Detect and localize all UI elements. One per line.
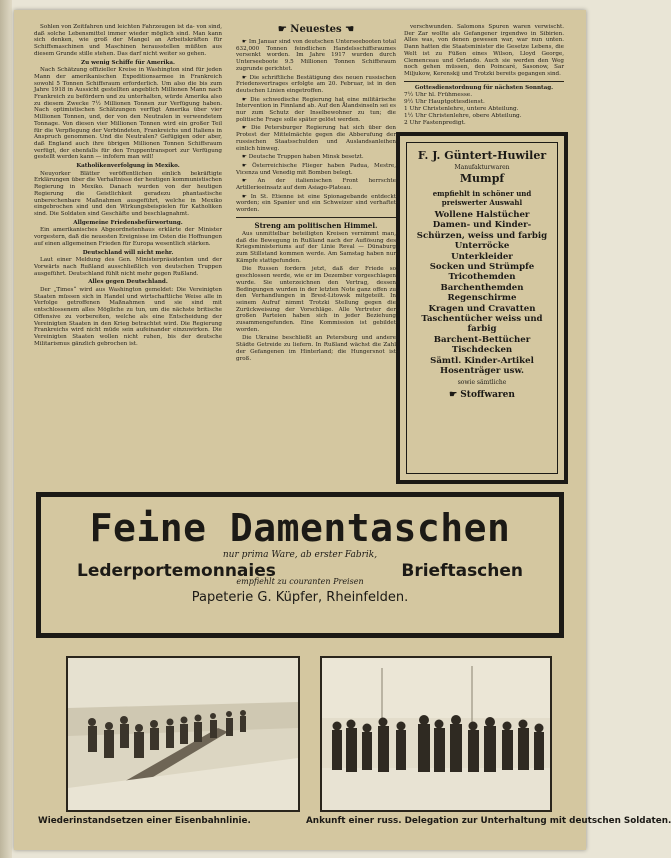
section-heading: Katholikenverfolgung in Mexiko. — [76, 163, 180, 170]
news-item: ☛ Die schwedische Regierung hat eine militärische Intervention in Finnland ab. Auf den Ålandsinseln sei es nur zum Schutz der Inselbewohner zu tun; die politische Frage solle später gelöst werden. — [236, 96, 396, 123]
left-column — [34, 24, 222, 482]
banner-title: Feine Damentaschen — [89, 506, 511, 550]
news-list — [236, 39, 396, 214]
pointing-hand-icon: ☛ — [242, 74, 250, 81]
schedule-item: 1½ Uhr Christenlehre, obere Abteilung. — [404, 113, 522, 120]
damentaschen-advertisement — [36, 492, 564, 638]
photo-caption-right: Ankunft einer russ. Delegation zur Unterhaltung mit deutschen Soldaten. — [306, 816, 671, 826]
pointing-hand-icon: ☛ — [242, 178, 258, 185]
schedule-list — [404, 92, 564, 127]
section-body — [34, 227, 222, 247]
ad-item: Damen- und Kinder- — [432, 220, 532, 231]
ad-item: Wollene Halstücher — [434, 210, 530, 220]
pointing-hand-icon: ☛ — [242, 125, 252, 132]
pointing-hand-icon: ☛ — [449, 389, 458, 400]
paragraph: Die Russen fordern jetzt, daß der Friede so geschlossen werde, wie er im Dezember vorgeschlagen wurde. Sie unterzeichnen den Vertrag, dessen Bedingungen wurden in der letzten Note ganz offen zu den Verhandlungen in Brest-Litowsk mitgeteilt. In seinem Aufruf nimmt Trotzki Stellung gegen die Zurückweisung der Vorschläge. Alle Vertreter der großen Parteien haben sich in jeder Beziehung zusammengefunden. Eine Kommission ist gebildet worden. — [236, 266, 396, 333]
ad-item: Schürzen, weiss und farbig — [416, 230, 548, 241]
ad-town: Mumpf — [459, 172, 505, 185]
paragraph: Die Ukraine beschließt an Petersburg und andere Städte Getreide zu liefern. In Rußland wächst die Zahl der Gefangenen im Hinterland; die Hungersnot ist groß. — [236, 335, 396, 362]
neuestes-title: Neuestes — [290, 24, 342, 35]
divider — [236, 217, 396, 218]
ad-stoffwaren — [407, 390, 557, 400]
ad-preface-line: preiswerter Auswahl — [441, 198, 523, 207]
left-top-text — [34, 24, 222, 58]
paragraph: Nach Schätzung offizieller Kreise in Washington sind für jeden Mann der amerikanischen Expeditionsarmee in Frankreich sowohl 5 Tonnen Schiffsraum erforderlich. Um also die bis zum Jahre 1918 in Aussicht gestellten angeblich Millionen Mann nach Frankreich zu befördern und zu unterhalten, würde Amerika also zu diesem Zwecke 7½ Millionen Tonnen zur Verfügung haben. Nach optimistischen Schätzungen verfügt Amerika über vier Millionen Tonnen, und, der von den Neutralen in verwendetem Tonnage. Von diesen vier Millionen Tonnen wird ein großer Teil für die Verpflegung der Verbündeten, Frankreichs und Italiens in Anspruch genommen. Und die Neutralen? Gefügigen oder aber, daß England auch ihre übrigen Millionen Tonnen Schiffsraum verfügt, der ebenfalls für den Truppentransport zur Verfügung gestellt werden kann — infofern man will! — [34, 67, 222, 161]
ad-item: Socken und Strümpfe — [429, 262, 535, 273]
section-body — [236, 231, 396, 362]
ad-item: Barchent-Bettücher — [433, 334, 531, 345]
paragraph: Der „Times“ wird aus Washington gemeldet: Die Vereinigten Staaten müssen sich in Handel und wirtschaftliche Weise alle in Verfolge getroffenen Maßnahmen und sie sind mit entschlossenem alles Mögliche zu tun, um die nächste britische Offensive zu vorbereiten, welche als eine Entscheidung der Vereinigten Staaten in den Krieg betrachtet wird. Die Regierung Frankreichs wird nicht müde sein aufeinander einzuwirken. Die Vereinigten Staaten wollen nicht ruhen, bis der deutsche Militarismus gänzlich gebrochen ist. — [34, 287, 222, 347]
ad-item: Tricothemden — [448, 272, 516, 283]
ad-preface — [407, 189, 557, 207]
schedule-item: 7½ Uhr hl. Frühmesse. — [404, 92, 473, 99]
schedule-item: 9½ Uhr Hauptgottesdienst. — [404, 99, 485, 106]
railway-scene-illustration — [68, 658, 298, 810]
right-top-text — [404, 24, 564, 78]
news-item: ☛ In St. Etienne ist eine Spionagebande entdeckt worden; ein Spanier und ein Schweizer sind verhaftet worden. — [236, 193, 396, 214]
pointing-hand-icon: ☛ — [242, 39, 249, 45]
banner-product-left: Lederportemonnaies — [77, 561, 276, 581]
divider — [404, 81, 564, 82]
book-binding — [0, 0, 12, 858]
section-heading: Allgemeine Friedensbefürwortung. — [73, 219, 183, 226]
section-heading: Zu wenig Schiffe für Amerika. — [81, 59, 175, 66]
ad-item-list — [407, 210, 557, 377]
pointing-hand-icon: ☛ — [242, 154, 249, 161]
photo-caption-left: Wiederinstandsetzen einer Eisenbahnlinie. — [38, 816, 251, 826]
paragraph: verschwunden. Salomons Spuren waren verwischt. Der Zar wollte als Gefangener irgendwo in Sibirien. Alles was, von denen gewesen war, war nun unten. Dann hatten die Staatsminister die Gesetze Lebens, die Welt ist zu Füßen eines Wilson, Lloyd George, Clemenceau und Orlando. Auch sie werden den Weg noch gehen müssen, den Poincaré, Sasonow, Sar Miljukow, Kerenskij und Trotzki bereits gegangen sind. — [404, 24, 564, 77]
news-item: ☛ Die Petersburger Regierung hat sich über den Protest der Mittelmächte gegen die Abberufung der russischen Staatsschulden und Auslandsanleihen einlich hinweg. — [236, 125, 396, 152]
section-body — [34, 67, 222, 161]
ad-item: Unterröcke — [454, 241, 510, 252]
paragraph: Aus unmittelbar beteiligten Kreisen vernimmt man, daß die Bewegung in Rußland nach der Auflösung des Kriegsministeriums auf der Linie Reval — Dünaburg zum Stillstand kommen werde. Am Samstag haben nur Kämpfe stattgefunden. — [236, 230, 396, 264]
news-item: ☛ An der italienischen Front herrschte Artillerieeinsatz auf dem Asiago-Plateau. — [236, 178, 396, 192]
ad-item: Kragen und Cravatten — [428, 303, 536, 314]
ad-item: Sämtl. Kinder-Artikel — [430, 355, 534, 366]
schedule-item: 1 Uhr Christenlehre, untere Abteilung. — [404, 106, 519, 113]
banner-subtitle: nur prima Ware, ab erster Fabrik, — [222, 550, 378, 560]
banner-signature: Papeterie G. Küpfer, Rheinfelden. — [191, 590, 409, 605]
ad-item: Barchenthemden — [440, 282, 524, 293]
pointing-hand-icon: ☛ — [242, 162, 253, 169]
ad-stoffwaren-label: Stoffwaren — [460, 389, 515, 400]
schedule-heading: Gottesdienstordnung für nächsten Sonntag. — [414, 84, 554, 91]
news-item: ☛ Im Januar sind von deutschen Unterseebooten total 632,000 Tonnen feindlichen Handelsschiffsraumes versenkt worden. Im Jahre 1917 wurden durch Unterseeboote 9.5 Millionen Tonnen Schiffsraum zugrunde gerichtet. — [236, 39, 397, 72]
section-heading: Streng am politischen Himmel. — [254, 220, 378, 230]
ad-preface-line: empfiehlt in schöner und — [432, 189, 532, 198]
section-heading: Alles gegen Deutschland. — [88, 279, 168, 286]
ad-subtitle: Manufakturwaren — [454, 164, 510, 171]
paragraph: Sohlen von Zeitfahren und leichten Fahrzeugen ist da- von sind, daß solche Lebensmittel immer wieder möglich sind. Man kann sich denken, wie groß der Mangel an Arbeitskräften für Schiffsmaschinen und Maschinen herausstellen müßten aus diesem Grunde stille stehen. Das darf nicht weiter so gehen. — [34, 24, 222, 57]
paragraph: Neuyorker Blätter veröffentlichen einlich bekräftigte Erklärungen über die Verhaltnisse der heutigen kommunistischen Regierung in Mexiko. Danach wurden von der heutigen Regierung die Geistlichkeit geradezu phantastische unberechenbare Maßnahmen ausgeführt, welche in Mexiko eingebrochen sind und den Wirkungsbeispielen für Katholiken sind. Die Soldaten sind Geschäfte und beschlagnahmt. — [34, 170, 222, 217]
paragraph: Ein amerikanisches Abgeordnetenhaus erklärte der Minister vorgestern, daß die neuesten Ereignisse im Osten die Hoffnungen auf einen allgemeinen Frieden für Europa wesentlich stärken. — [34, 227, 222, 247]
ad-tail: sowie sämtliche — [457, 378, 507, 386]
photo-russian-delegation — [320, 656, 552, 812]
photo-railway-repair — [66, 656, 300, 812]
ad-item: Unterkleider — [451, 251, 513, 262]
news-item: ☛ Österreichische Flieger haben Padua, Mestre, Vicenza und Venedig mit Bomben belegt. — [236, 162, 396, 176]
ad-item: Hosenträger usw. — [439, 366, 525, 377]
pointing-hand-icon: ☛ — [242, 96, 251, 103]
section-body — [34, 287, 222, 347]
middle-column — [236, 24, 396, 482]
banner-products — [41, 561, 559, 583]
paragraph: Laut einer Meldung des Gen. Ministerpräsidenten und der Vorwärts nach Rußland ausschließlich von deutschen Truppen ausgeführt. Deutschland fühlt nicht mehr gegen Rußland. — [34, 257, 222, 277]
ad-company-name: F. J. Güntert-Huwiler — [417, 149, 547, 162]
ad-item: Regenschirme — [447, 293, 517, 304]
ad-item: Tischdecken — [451, 345, 513, 356]
section-body — [34, 257, 222, 277]
banner-product-right: Brieftaschen — [401, 561, 523, 581]
section-body — [34, 171, 222, 218]
banner-price-note: empfiehlt zu couranten Preisen — [236, 577, 364, 586]
ad-item: Taschentücher weiss und farbig — [421, 314, 543, 335]
neuestes-heading: ☛ Neuestes ☚ — [277, 24, 355, 35]
guentert-advertisement — [396, 132, 568, 484]
news-item: ☛ Deutsche Truppen haben Minsk besetzt. — [242, 154, 364, 161]
pointing-hand-icon: ☛ — [242, 193, 251, 200]
right-column — [404, 24, 564, 128]
schedule-item: 2 Uhr Fastenpredigt. — [404, 120, 466, 127]
delegation-scene-illustration — [322, 658, 550, 810]
news-item: ☛ Die schriftliche Bestätigung des neuen russischen Friedensvertrages erfolgte am 20. Februar, ist in den deutschen Linien eingetroffen. — [236, 74, 397, 94]
ad-inner-frame — [406, 142, 558, 474]
section-heading: Deutschland will nicht mehr. — [82, 249, 174, 256]
